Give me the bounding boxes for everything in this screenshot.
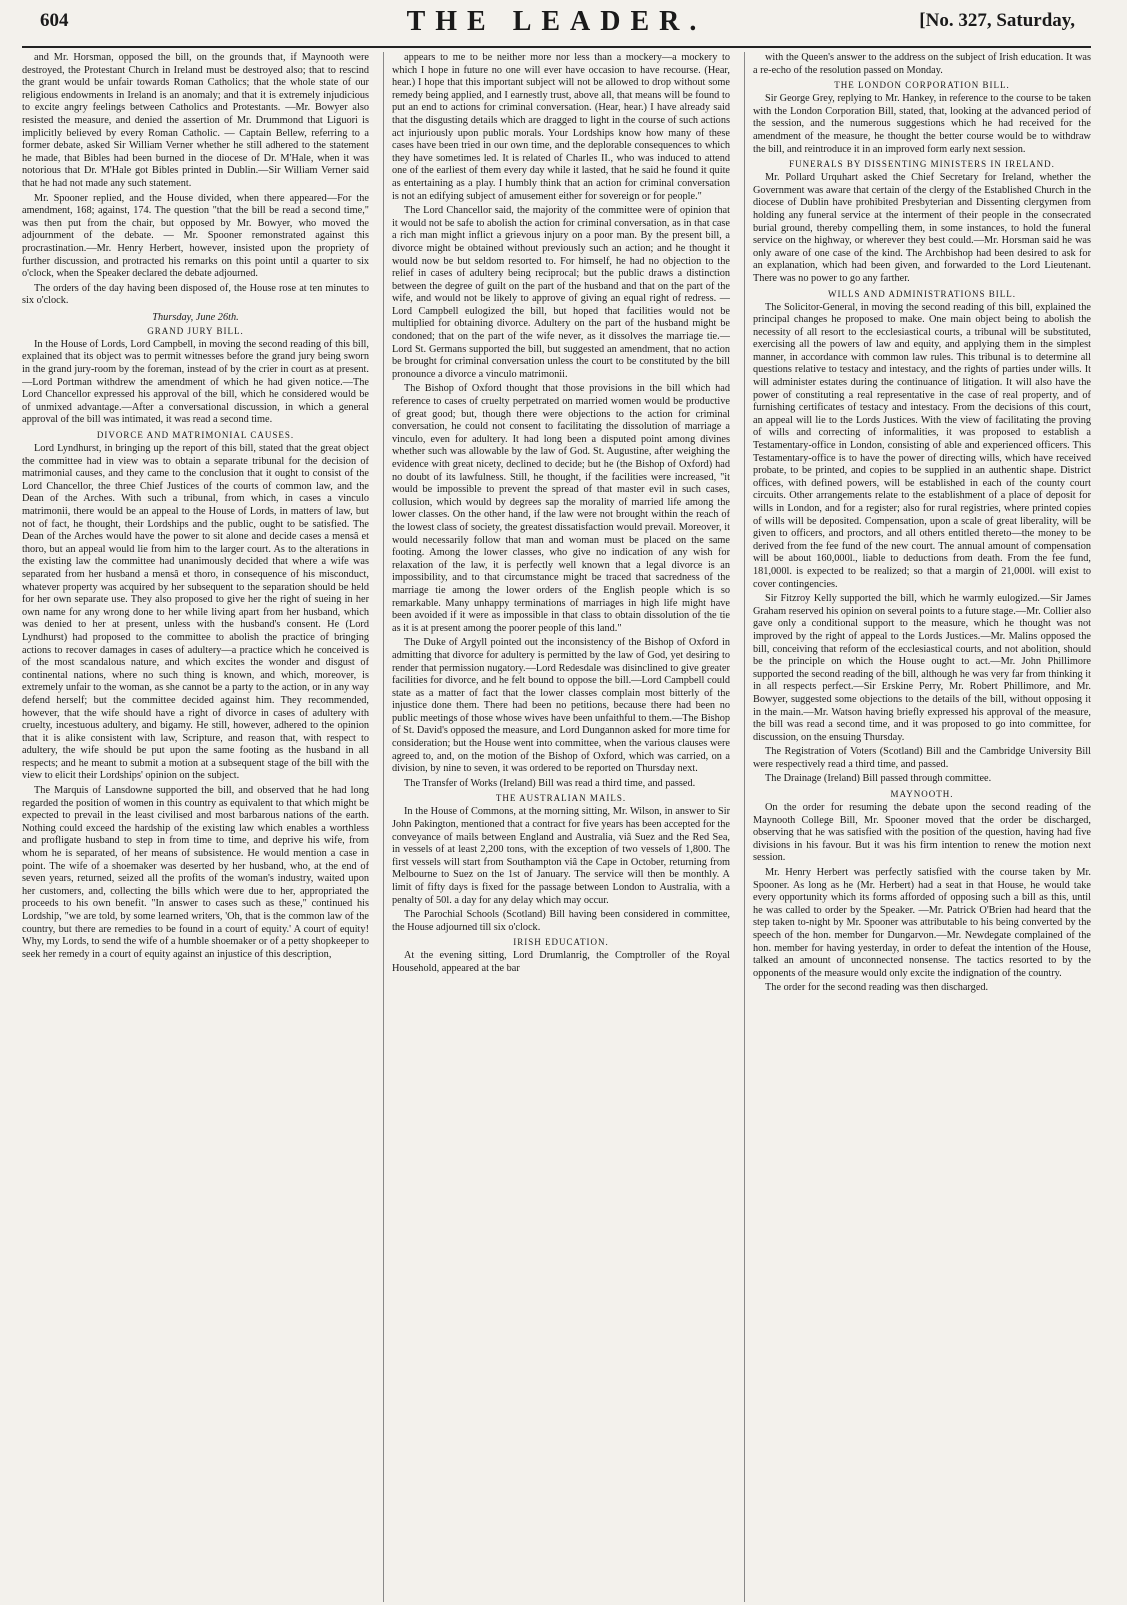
paragraph: Mr. Pollard Urquhart asked the Chief Secretary for Ireland, whether the Government was aware that certain of the clergy of the Established Church in the diocese of Dublin have prohibited Presbyterian and Dissenting clergymen from holding any funeral service at the interment of their people in the consecrated burial ground, thereby compelling them, in some instances, to hold the funeral service on the highway, or wherever they best could.—Mr. Horsman said he was only aware of one case of the kind. The Archbishop had been desired to ask for an explanation, which had been given, and forwarded to the Lord Lieutenant. There was no power to go any farther. xyxy=(753,172,1091,284)
paragraph: The Drainage (Ireland) Bill passed through committee. xyxy=(765,773,992,785)
column-2 xyxy=(383,52,730,1602)
paragraph: At the evening sitting, Lord Drumlanrig, the Comptroller of the Royal Household, appeared at the bar xyxy=(392,950,730,974)
section-heading: MAYNOOTH. xyxy=(890,789,954,800)
paragraph: The Bishop of Oxford thought that those provisions in the bill which had reference to cases of cruelty perpetrated on married women would be productive of great good; but, though there were objections to the action for criminal conversation, he could not consent to facilitating the dissolution of marriage a vinculo, even for adultery. It had long been a disputed point among divines whether such was allowable by the law of God. St. Augustine, after weighing the evidence with great nicety, declined to decide; but he (the Bishop of Oxford) had no doubt of its lawfulness. Still, he thought, if the facilities were increased, "it would be impossible to prevent the spread of that master evil in such cases, collusion, which would by degrees sap the morality of married life among the lower classes. On the other hand, if the law were not brought within the reach of the lowest class of society, the greatest dissatisfaction would prevail. Moreover, it would necessarily follow that man and woman must be placed on the same footing. Among the lower classes, who give no indication of any wish for relaxation of the law, it is perfectly well known that a legal divorce is an impossibility, and to that circumstance might be traced that sacredness of the marriage tie among the lower orders of the English people which is so remarkable. Many unhappy terminations of marriages in high life might have been avoided if it were as impossible in that class to obtain dissolution of the tie as it is at present among the poorer people of this land." xyxy=(392,383,730,634)
column-1 xyxy=(22,52,369,1602)
section-heading: THE AUSTRALIAN MAILS. xyxy=(495,793,627,804)
columns xyxy=(22,48,1091,1602)
paragraph: with the Queen's answer to the address on the subject of Irish education. It was a re-echo of the resolution passed on Monday. xyxy=(753,52,1091,76)
paragraph: The Solicitor-General, in moving the second reading of this bill, explained the principal changes he proposed to make. One main object being to abolish the necessity of all resort to the ecclesiastical courts, a tribunal will be substituted, exercising all the powers of law and equity, and applying them in the simplest manner, in accordance with common law rules. This tribunal is to determine all questions relative to testacy and intestacy, and the rights of parties under wills. It will administer estates during the continuance of litigation. It will also have the power of constituting a real representative in the case of real property, and of furnishing certificates of testacy and intestacy. From the decisions of this court, an appeal will lie to the Lords Justices. With the view of facilitating the proving of wills and correcting of informalities, it was proposed to establish a Testamentary-office in London, consisting of able and experienced officers. This Testamentary-office is to have the power of directing wills, which have received probate, to be printed, and copies to be supplied in an authentic shape. District offices, with defined powers, will be established in each of the county court circuits. Other arrangements relate to the establishment of a place of deposit for wills in London, and for a register; also for rural registries, where printed copies of wills will be deposited. Compensation, upon a scale of great liberality, will be given to officers, and proctors, and all others entitled thereto—the money to be derived from the fee fund of the new court. The annual amount of compensation will be about 160,000l., liable to deductions from death. From the fee fund, 181,000l. is expected to be realized; so that a margin of 21,000l. will exist to cover contingencies. xyxy=(753,301,1091,590)
paragraph: The Lord Chancellor said, the majority of the committee were of opinion that it would not be safe to abolish the action for criminal conversation, as in that case a rich man might inflict a grievous injury on a poor man. By the present bill, a divorce might be obtained without previously such an action; and he thought it would now be but seldom resorted to. For himself, he had no objection to the relief in cases of adultery being reciprocal; but the public draws a distinction between the degree of guilt on the part of the husband and that on the part of the wife, and would not be likely to approve of giving an equal right of redress. —Lord Campbell eulogized the bill, but hoped that facilities would not be multiplied for obtaining divorce. Adultery on the part of the husband might be condoned; that on the part of the wife never, as it dissolves the marriage tie.—Lord St. Germans supported the bill, but suggested an amendment, that no action be brought for criminal conversation unless the court to be constituted by the bill pronounce a divorce a vinculo matrimonii. xyxy=(392,205,730,380)
section-heading: THE LONDON CORPORATION BILL. xyxy=(834,80,1010,91)
newspaper-title: THE LEADER. xyxy=(406,6,707,37)
paragraph: The order for the second reading was then discharged. xyxy=(765,982,989,994)
section-heading: WILLS AND ADMINISTRATIONS BILL. xyxy=(828,288,1016,299)
section-heading: DIVORCE AND MATRIMONIAL CAUSES. xyxy=(96,430,295,441)
paragraph: The Marquis of Lansdowne supported the bill, and observed that he had long regarded the position of women in this country as equivalent to that which might be expected to prevail in the least civilised and most barbarous nations of the earth. Nothing could exceed the hardship of the existing law which enables a worthless and profligate husband to step in from time to time, and deprive his wife, from whom he is separated, of her means of subsistence. He would mention a case in point. The wife of a shoemaker was deserted by her husband, who, at the end of seven years, returned, seized all the profits of the woman's industry, waited upon her customers, and, collecting the bills which were due to her, appropriated the proceeds to his own benefit. "In answer to cases such as these," continued his Lordship, "we are told, by some learned writers, 'Oh, that is the common law of the country, but there are remedies to be found in a court of equity.' A court of equity! Why, my Lords, to send the wife of a humble shoemaker or of a petty shopkeeper to seek her remedy in a court of equity against an injustice of this description, xyxy=(22,785,369,960)
paragraph: The Transfer of Works (Ireland) Bill was read a third time, and passed. xyxy=(404,777,696,789)
paragraph: The Registration of Voters (Scotland) Bill and the Cambridge University Bill were respectively read a third time, and passed. xyxy=(753,746,1091,770)
paragraph: Sir George Grey, replying to Mr. Hankey, in reference to the course to be taken with the London Corporation Bill, stated, that, looking at the advanced period of the session, and the numerous suggestions which he had received for the amendment of the measure, he thought the better course would be to withdraw the bill, and reintroduce it in an improved form early next session. xyxy=(753,93,1091,155)
paragraph: In the House of Lords, Lord Campbell, in moving the second reading of this bill, explained that its object was to permit witnesses before the grand jury being sworn in the grand jury-room by the foreman, instead of by the crier in court as at present.—Lord Portman withdrew the amendment of which he had given notice.—The Lord Chancellor expressed his approval of the bill, which he considered would be of unmixed advantage.—After a conversational discussion, in which a general approval of the bill was intimated, it was read a second time. xyxy=(22,338,369,426)
paragraph: Mr. Henry Herbert was perfectly satisfied with the course taken by Mr. Spooner. As long as he (Mr. Herbert) had a seat in that House, he would take every opportunity which its forms afforded of opposing such a bill as this, until he was called to order by the Speaker. —Mr. Patrick O'Brien had heard that the step taken to-night by Mr. Spooner was attributable to his being converted by the speech of the hon. member for Dungarvon.—Mr. Newdegate complained of the hon. member for having yesterday, in order to defeat the intention of the House, talked an amount of unconnected nonsense. The tactics resorted to by the opponents of the measure would only excite the indignation of the country. xyxy=(753,867,1091,979)
date-heading: Thursday, June 26th. xyxy=(152,311,239,323)
section-heading: IRISH EDUCATION. xyxy=(513,937,609,948)
paragraph: Mr. Spooner replied, and the House divided, when there appeared—For the amendment, 168; against, 174. The question "that the bill be read a second time," was then put from the chair, but opposed by Mr. Bowyer, who moved the adjournment of the debate. — Mr. Spooner remonstrated against this procrastination.—Mr. Henry Herbert, however, insisted upon the propriety of further discussion, and protracted his remarks on this point until a quarter to six o'clock, when the Speaker declared the debate adjourned. xyxy=(22,192,369,280)
page-number: 604 xyxy=(40,10,69,31)
section-heading: FUNERALS BY DISSENTING MINISTERS IN IRELAND. xyxy=(789,159,1055,170)
paragraph: Lord Lyndhurst, in bringing up the report of this bill, stated that the great object the committee had in view was to obtain a separate tribunal for the decision of matrimonial causes, and they came to the conclusion that it ought to consist of the Lord Chancellor, the three Chief Justices of the courts of common law, and the Dean of the Arches. With such a tribunal, from which, in cases a vinculo matrimonii, there would be an appeal to the House of Lords, in matters of law, but not of fact, he thought, their Lordships and the public, ought to be satisfied. The Dean of the Arches would have the power to sit alone and decide cases a mensâ et thoro, but an appeal would lie from him to the larger court. As to the alterations in the existing law the committee had unanimously decided that where a wife was separated from her husband a mensâ et thoro, in consequence of his misconduct, whatever property was acquired by her subsequent to the separation should be held for her own separate use. They also proposed to give her the right of sueing in her own name for any wrong done to her while living apart from her husband, which was denied to her at present, unless with the husband's consent. He (Lord Lyndhurst) had proposed to the committee to abolish the practice of bringing actions to recover damages in cases of adultery—a practice which he conceived is of the most scandalous nature, and which excites the wonder and disgust of continental nations, where no such thing is known, and which, moreover, is extremely unfair to the woman, as she cannot be a party to the action, or in any way defend herself; but the committee decided against him. They recommended, however, that the wife should have a right of divorce in cases of adultery with cruelty, incestuous adultery, and bigamy. He still, however, adhered to the opinion that it is alike consistent with law, Scripture, and reason that, with respect to adultery, the wife should be put upon the same footing as the husband in all respects; and he meant to submit a motion at a subsequent stage of the bill with the view to elicit their Lordships' opinion on the subject. xyxy=(22,443,369,782)
issue-info: [No. 327, Saturday, xyxy=(919,10,1075,31)
paragraph: On the order for resuming the debate upon the second reading of the Maynooth College Bill, Mr. Spooner moved that the order be discharged, observing that he was satisfied with the position of the question, having had five divisions in his favour. But it was his firm intention to renew the motion next session. xyxy=(753,802,1091,864)
paragraph: In the House of Commons, at the morning sitting, Mr. Wilson, in answer to Sir John Pakington, mentioned that a contract for five years has been accepted for the conveyance of mails between England and Australia, viâ Suez and the Red Sea, in vessels of at least 2,200 tons, with the exception of two vessels of 1,800. The first vessels will start from Southampton viâ the Cape in October, returning from Melbourne to Suez on the 1st of January. The service will then be monthly. A limit of fifty days is fixed for the passage between London to Australia, with a penalty of 50l. a day for any delay which may occur. xyxy=(392,806,730,906)
paragraph: The Parochial Schools (Scotland) Bill having been considered in committee, the House adjourned till six o'clock. xyxy=(392,909,730,933)
paragraph: The orders of the day having been disposed of, the House rose at ten minutes to six o'clock. xyxy=(22,282,369,307)
paragraph: The Duke of Argyll pointed out the inconsistency of the Bishop of Oxford in admitting that divorce for adultery is permitted by the law of God, yet desiring to render that permission nugatory.—Lord Redesdale was disinclined to give greater facilities for divorce, and he felt bound to oppose the bill.—Lord Campbell could state as a matter of fact that the lower classes complain most bitterly of the injustice done them. There had been no petitions, because there had been no public meetings of those whose wives have been unfaithful to them.—The Bishop of St. David's opposed the measure, and Lord Dungannon asked for more time for consideration; but the House went into committee, when the various clauses were agreed to, and, on the motion of the Bishop of Oxford, which was carried, on a division, by nine to seven, it was ordered to be reported on Thursday next. xyxy=(392,637,730,775)
masthead xyxy=(22,0,1091,44)
paragraph: and Mr. Horsman, opposed the bill, on the grounds that, if Maynooth were destroyed, the Protestant Church in Ireland must be destroyed also; that to rescind the grant would be unfair towards Roman Catholics; that the whole state of our religious endowments in Ireland is an anomaly; and that it is extremely injudicious to excite angry feelings between Catholics and Protestants. —Mr. Bowyer also resisted the measure, and denied the assertion of Mr. Drummond that Liguori is implicitly believed by every Roman Catholic. — Captain Bellew, referring to a former debate, asked Sir William Verner whether he still adhered to the statement he made, that Bibles had been burned in the diocese of Dr. M'Hale, when it was notorious that Dr. M'Hale got Bibles printed in Dublin.—Sir William Verner said that he had not made any such statement. xyxy=(22,52,369,189)
paragraph: Sir Fitzroy Kelly supported the bill, which he warmly eulogized.—Sir James Graham reserved his opinion on several points to a future stage.—Mr. Collier also gave only a conditional support to the measure, which he thought was not improved by the right of appeal to the Lords Justices.—Mr. Malins opposed the bill, conceiving that reform of the ecclesiastical courts, and not abolition, should be the principle on which the House ought to act.—Mr. John Phillimore supported the second reading of the bill, although he was very far from thinking it in all respects perfect.—Sir Erskine Perry, Mr. Robert Phillimore, and Mr. Bowyer, suggested some objections to the details of the bill, without opposing it in the main.—Mr. Watson having briefly expressed his approval of the measure, the bill was read a second time, and it was proposed to go into committee, for discussion, on the ensuing Thursday. xyxy=(753,593,1091,743)
column-3 xyxy=(744,52,1091,1602)
section-heading: GRAND JURY BILL. xyxy=(147,325,244,336)
paragraph: appears to me to be neither more nor less than a mockery—a mockery to which I hope in future no one will ever have occasion to have recourse. (Hear, hear.) I hope that this important subject will not be allowed to drop without some remedy being applied, and I earnestly trust, above all, that means will be found to put an end to actions for criminal conversation. (Hear, hear.) I have already said that the disgusting details which are dragged to light in the course of such actions act injuriously upon public morals. Your Lordships know how many of these cases have been tried in our own time, and the deplorable consequences to which they have sometimes led. It is related of Charles II., who was induced to attend one of the earliest of them every day while it lasted, that he said he found it quite as entertaining as a play. I humbly think that an action for criminal conversation is not an edifying subject of amusement either for sovereign or for people." xyxy=(392,52,730,202)
